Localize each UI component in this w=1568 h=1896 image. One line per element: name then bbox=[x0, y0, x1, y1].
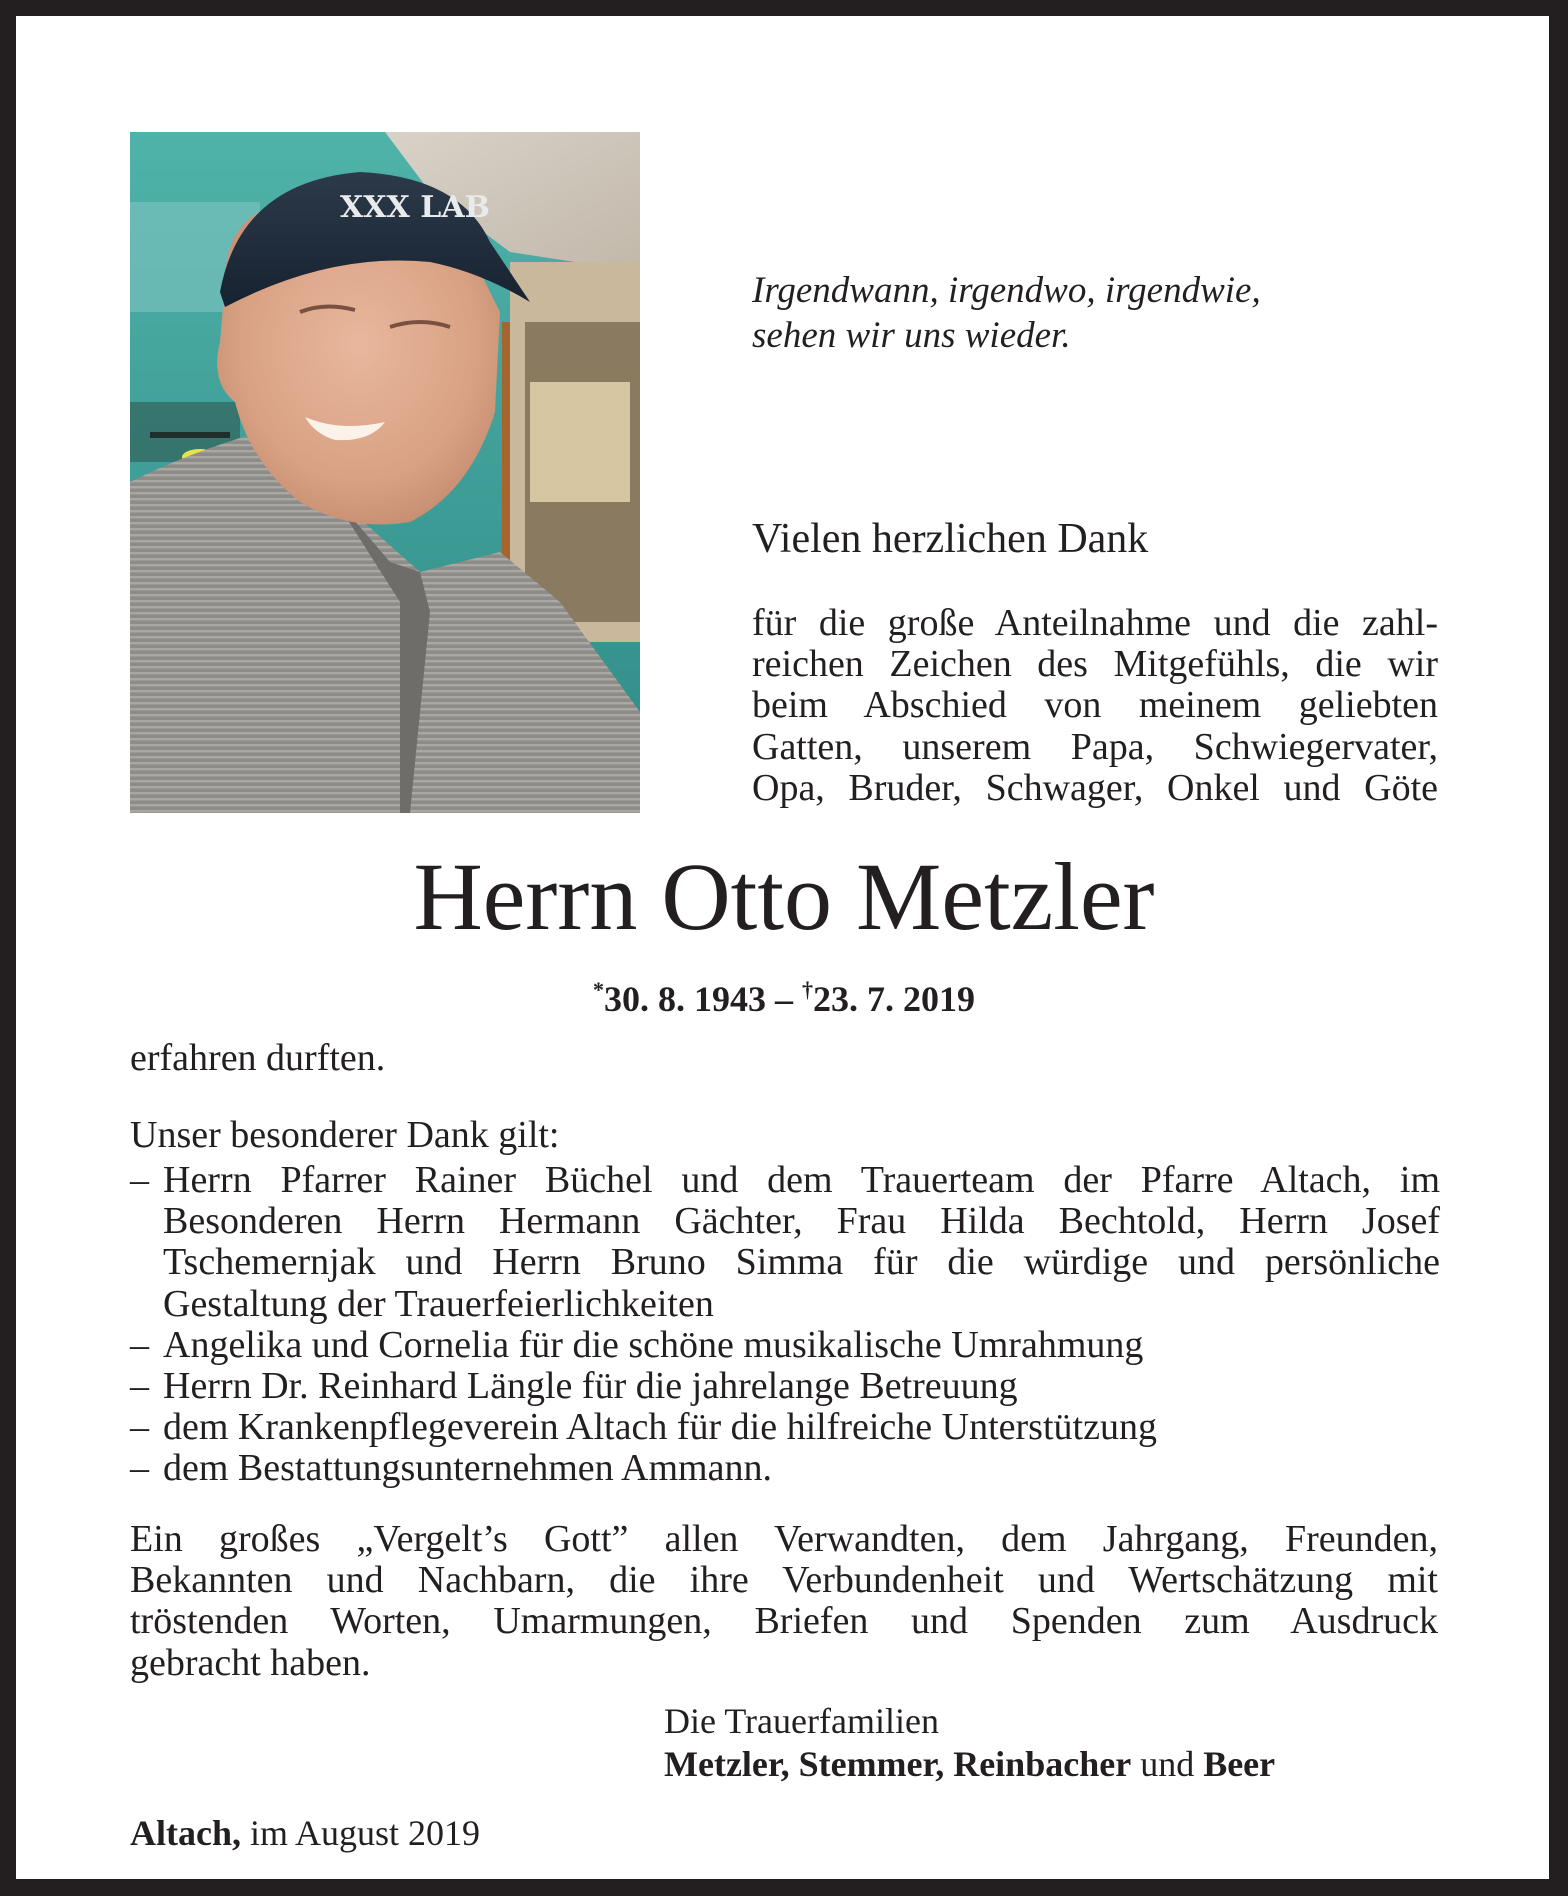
place-date bbox=[130, 1812, 480, 1854]
gratitude-line: gebracht haben. bbox=[130, 1641, 371, 1684]
family-name: Metzler, bbox=[664, 1744, 790, 1784]
continuation-text: erfahren durften. bbox=[130, 1037, 386, 1079]
list-line: Angelika und Cornelia für die schöne musikalische Umrahmung bbox=[163, 1323, 1144, 1366]
list-line: dem Krankenpflegeverein Altach für die hilfreiche Unterstützung bbox=[163, 1406, 1157, 1449]
gratitude-line: tröstenden Worten, Umarmungen, Briefen und Spenden zum Ausdruck bbox=[130, 1600, 1438, 1643]
gratitude-line: Ein großes „Vergelt’s Gott” allen Verwandten, dem Jahrgang, Freunden, bbox=[130, 1518, 1438, 1560]
thanks-body bbox=[752, 603, 1438, 809]
dash-bullet: – bbox=[130, 1323, 149, 1366]
cap-logo: XXX LAB bbox=[340, 190, 490, 225]
thanks-line: für die große Anteilnahme und die zahl- bbox=[752, 602, 1438, 644]
list-line: dem Bestattungsunternehmen Ammann. bbox=[163, 1447, 772, 1490]
thanks-line: Gatten, unserem Papa, Schwiegervater, bbox=[752, 725, 1438, 768]
motto-line: Irgendwann, irgendwo, irgendwie, bbox=[752, 270, 1261, 311]
family-name: Stemmer, bbox=[798, 1744, 945, 1784]
thanks-title: Vielen herzlichen Dank bbox=[752, 516, 1149, 562]
thanks-line: beim Abschied von meinem geliebten bbox=[752, 684, 1438, 727]
thanks-line: Opa, Bruder, Schwager, Onkel und Göte bbox=[752, 766, 1438, 809]
motto-quote bbox=[752, 268, 1261, 358]
date-separator: – bbox=[775, 979, 793, 1019]
list-item bbox=[130, 1448, 1440, 1489]
thanks-line: reichen Zeichen des Mitgefühls, die wir bbox=[752, 643, 1438, 686]
list-item bbox=[130, 1160, 1440, 1325]
special-thanks-heading: Unser besonderer Dank gilt: bbox=[130, 1114, 560, 1156]
signature-families bbox=[664, 1743, 1275, 1785]
list-item bbox=[130, 1407, 1440, 1448]
life-dates bbox=[0, 968, 1568, 1021]
portrait-image bbox=[130, 132, 640, 813]
list-item bbox=[130, 1366, 1440, 1407]
dash-bullet: – bbox=[130, 1365, 149, 1408]
family-name: Reinbacher bbox=[953, 1744, 1132, 1784]
motto-line: sehen wir uns wieder. bbox=[752, 315, 1071, 356]
list-line: Gestaltung der Trauerfeierlichkeiten bbox=[163, 1282, 714, 1325]
special-thanks-list bbox=[130, 1160, 1440, 1490]
signature-intro: Die Trauerfamilien bbox=[664, 1701, 939, 1741]
gratitude-line: Bekannten und Nachbarn, die ihre Verbundenheit und Wertschätzung mit bbox=[130, 1559, 1438, 1602]
dash-bullet: – bbox=[130, 1159, 149, 1201]
list-line: Tschemernjak und Herrn Bruno Simma für die würdige und persönliche bbox=[163, 1241, 1440, 1284]
birth-star-icon: * bbox=[593, 977, 604, 1002]
place-town: Altach, bbox=[130, 1813, 241, 1853]
portrait-photo bbox=[130, 132, 640, 813]
death-date: 23. 7. 2019 bbox=[813, 979, 975, 1019]
death-cross-icon: † bbox=[802, 977, 813, 1002]
family-name: Beer bbox=[1203, 1744, 1276, 1784]
list-line: Herrn Pfarrer Rainer Büchel und dem Trauerteam der Pfarre Altach, im bbox=[163, 1159, 1440, 1201]
dash-bullet: – bbox=[130, 1406, 149, 1449]
deceased-name: Herrn Otto Metzler bbox=[413, 843, 1155, 950]
list-line: Herrn Dr. Reinhard Längle für die jahrelange Betreuung bbox=[163, 1365, 1018, 1408]
signature-conjunction: und bbox=[1140, 1744, 1195, 1784]
gratitude-paragraph bbox=[130, 1519, 1438, 1684]
birth-date: 30. 8. 1943 bbox=[604, 979, 766, 1019]
place-month: im August 2019 bbox=[250, 1813, 481, 1853]
list-item bbox=[130, 1325, 1440, 1366]
dash-bullet: – bbox=[130, 1447, 149, 1490]
list-line: Besonderen Herrn Hermann Gächter, Frau Hilda Bechtold, Herrn Josef bbox=[163, 1200, 1440, 1243]
